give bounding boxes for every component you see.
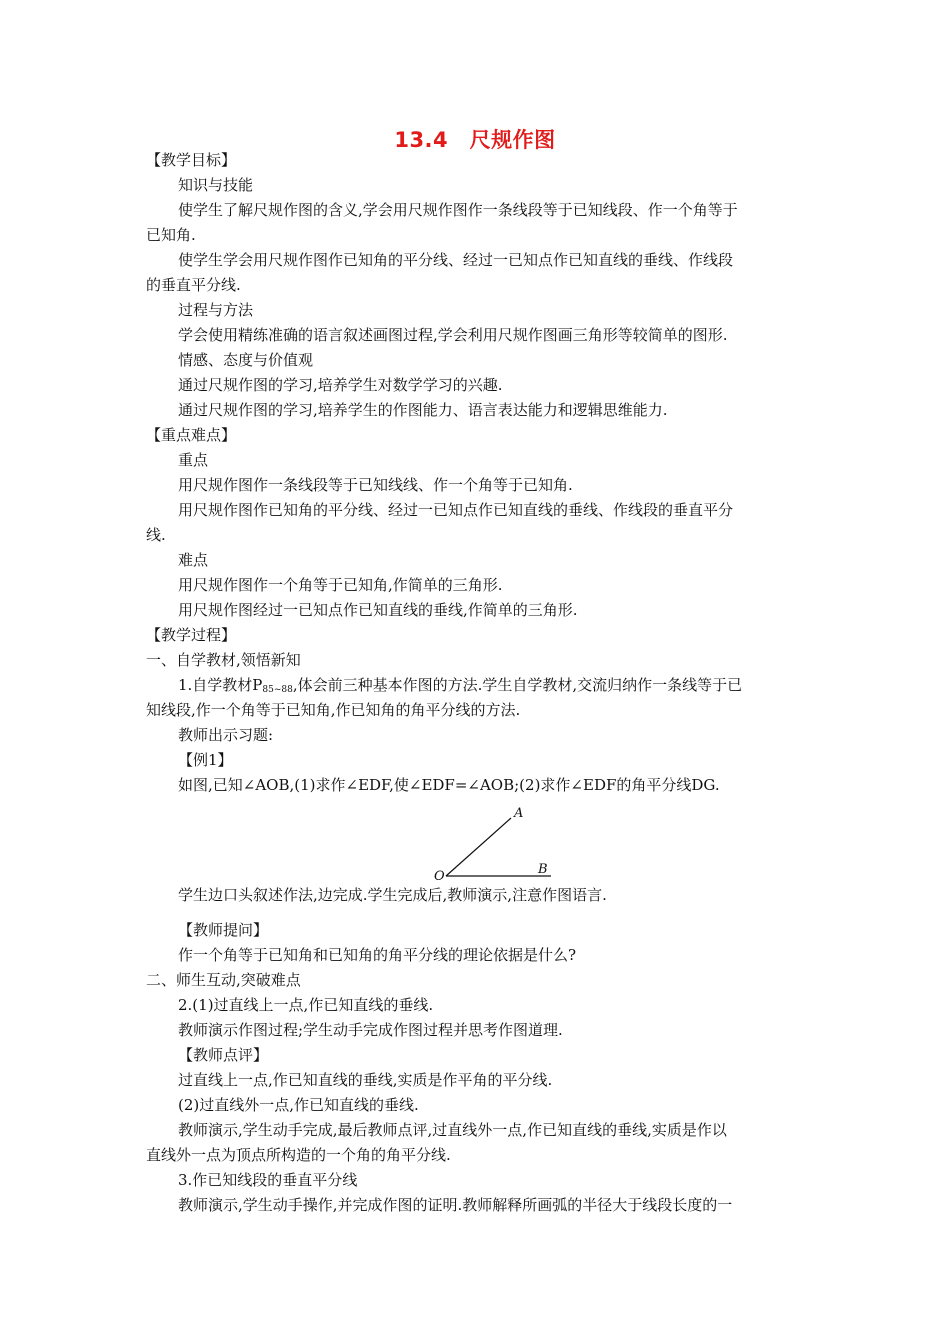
paragraph-line: 通过尺规作图的学习,培养学生的作图能力、语言表达能力和逻辑思维能力.: [178, 401, 668, 419]
paragraph-line: 作一个角等于已知角和已知角的角平分线的理论依据是什么?: [178, 946, 577, 964]
ray-oa: [446, 818, 511, 876]
paragraph-line: 教师演示作图过程;学生动手完成作图过程并思考作图道理.: [178, 1021, 563, 1039]
page-title: 13.4 尺规作图: [394, 128, 556, 152]
paragraph-line: 2.(1)过直线上一点,作已知直线的垂线.: [178, 996, 434, 1014]
item-text: 1.自学教材P: [178, 676, 263, 694]
paragraph-line: (2)过直线外一点,作已知直线的垂线.: [178, 1096, 419, 1114]
paragraph-line: 过直线上一点,作已知直线的垂线,实质是作平角的平分线.: [178, 1071, 553, 1089]
paragraph-line: 的垂直平分线.: [146, 276, 241, 294]
paragraph-line: 用尺规作图作一条线段等于已知线线、作一个角等于已知角.: [178, 476, 573, 494]
subheading-process-method: 过程与方法: [178, 301, 254, 319]
label-b: B: [538, 862, 548, 877]
subheading-key: 重点: [178, 451, 209, 469]
paragraph-line: 教师演示,学生动手操作,并完成作图的证明.教师解释所画弧的半径大于线段长度的一: [178, 1196, 733, 1214]
section-heading-process: 【教学过程】: [146, 626, 237, 644]
paragraph-line: 通过尺规作图的学习,培养学生对数学学习的兴趣.: [178, 376, 503, 394]
teacher-question-label: 【教师提问】: [178, 921, 269, 939]
section-heading-objectives: 【教学目标】: [146, 151, 237, 169]
label-a: A: [514, 806, 524, 821]
paragraph-line: 用尺规作图经过一已知点作已知直线的垂线,作简单的三角形.: [178, 601, 578, 619]
paragraph-line: 用尺规作图作一个角等于已知角,作简单的三角形.: [178, 576, 503, 594]
subheading-knowledge-skills: 知识与技能: [178, 176, 254, 194]
paragraph-line: 线.: [146, 526, 166, 544]
paragraph-line: 使学生学会用尺规作图作已知角的平分线、经过一已知点作已知直线的垂线、作线段: [178, 251, 734, 269]
paragraph-line: 学会使用精练准确的语言叙述画图过程,学会利用尺规作图画三角形等较简单的图形.: [178, 326, 728, 344]
paragraph-line: [178, 675, 742, 700]
section-heading-part-one: 一、自学教材,领悟新知: [146, 651, 301, 669]
paragraph-line: 直线外一点为顶点所构造的一个角的角平分线.: [146, 1146, 451, 1164]
section-heading-key-points: 【重点难点】: [146, 426, 237, 444]
subheading-difficulty: 难点: [178, 551, 209, 569]
paragraph-line: 知线段,作一个角等于已知角,作已知角的角平分线的方法.: [146, 701, 521, 719]
example-label: 【例1】: [178, 751, 233, 769]
paragraph-line: 3.作已知线段的垂直平分线: [178, 1171, 358, 1189]
angle-aob-figure: [425, 800, 565, 884]
subheading-attitude-values: 情感、态度与价值观: [178, 351, 314, 369]
page-range: 85~88: [262, 685, 293, 695]
paragraph-line: 用尺规作图作已知角的平分线、经过一已知点作已知直线的垂线、作线段的垂直平分: [178, 501, 734, 519]
paragraph-line: 已知角.: [146, 226, 196, 244]
teacher-comment-label: 【教师点评】: [178, 1046, 269, 1064]
paragraph-line: 使学生了解尺规作图的含义,学会用尺规作图作一条线段等于已知线段、作一个角等于: [178, 201, 738, 219]
paragraph-line: 教师演示,学生动手完成,最后教师点评,过直线外一点,作已知直线的垂线,实质是作以: [178, 1121, 727, 1139]
paragraph-line: 如图,已知∠AOB,(1)求作∠EDF,使∠EDF=∠AOB;(2)求作∠EDF的角平分线DG.: [178, 776, 720, 794]
paragraph-line: 教师出示习题:: [178, 726, 274, 744]
paragraph-line: 学生边口头叙述作法,边完成.学生完成后,教师演示,注意作图语言.: [178, 886, 607, 904]
label-o: O: [434, 869, 445, 884]
section-heading-part-two: 二、师生互动,突破难点: [146, 971, 301, 989]
item-text: ,体会前三种基本作图的方法.学生自学教材,交流归纳作一条线等于已: [292, 676, 743, 694]
